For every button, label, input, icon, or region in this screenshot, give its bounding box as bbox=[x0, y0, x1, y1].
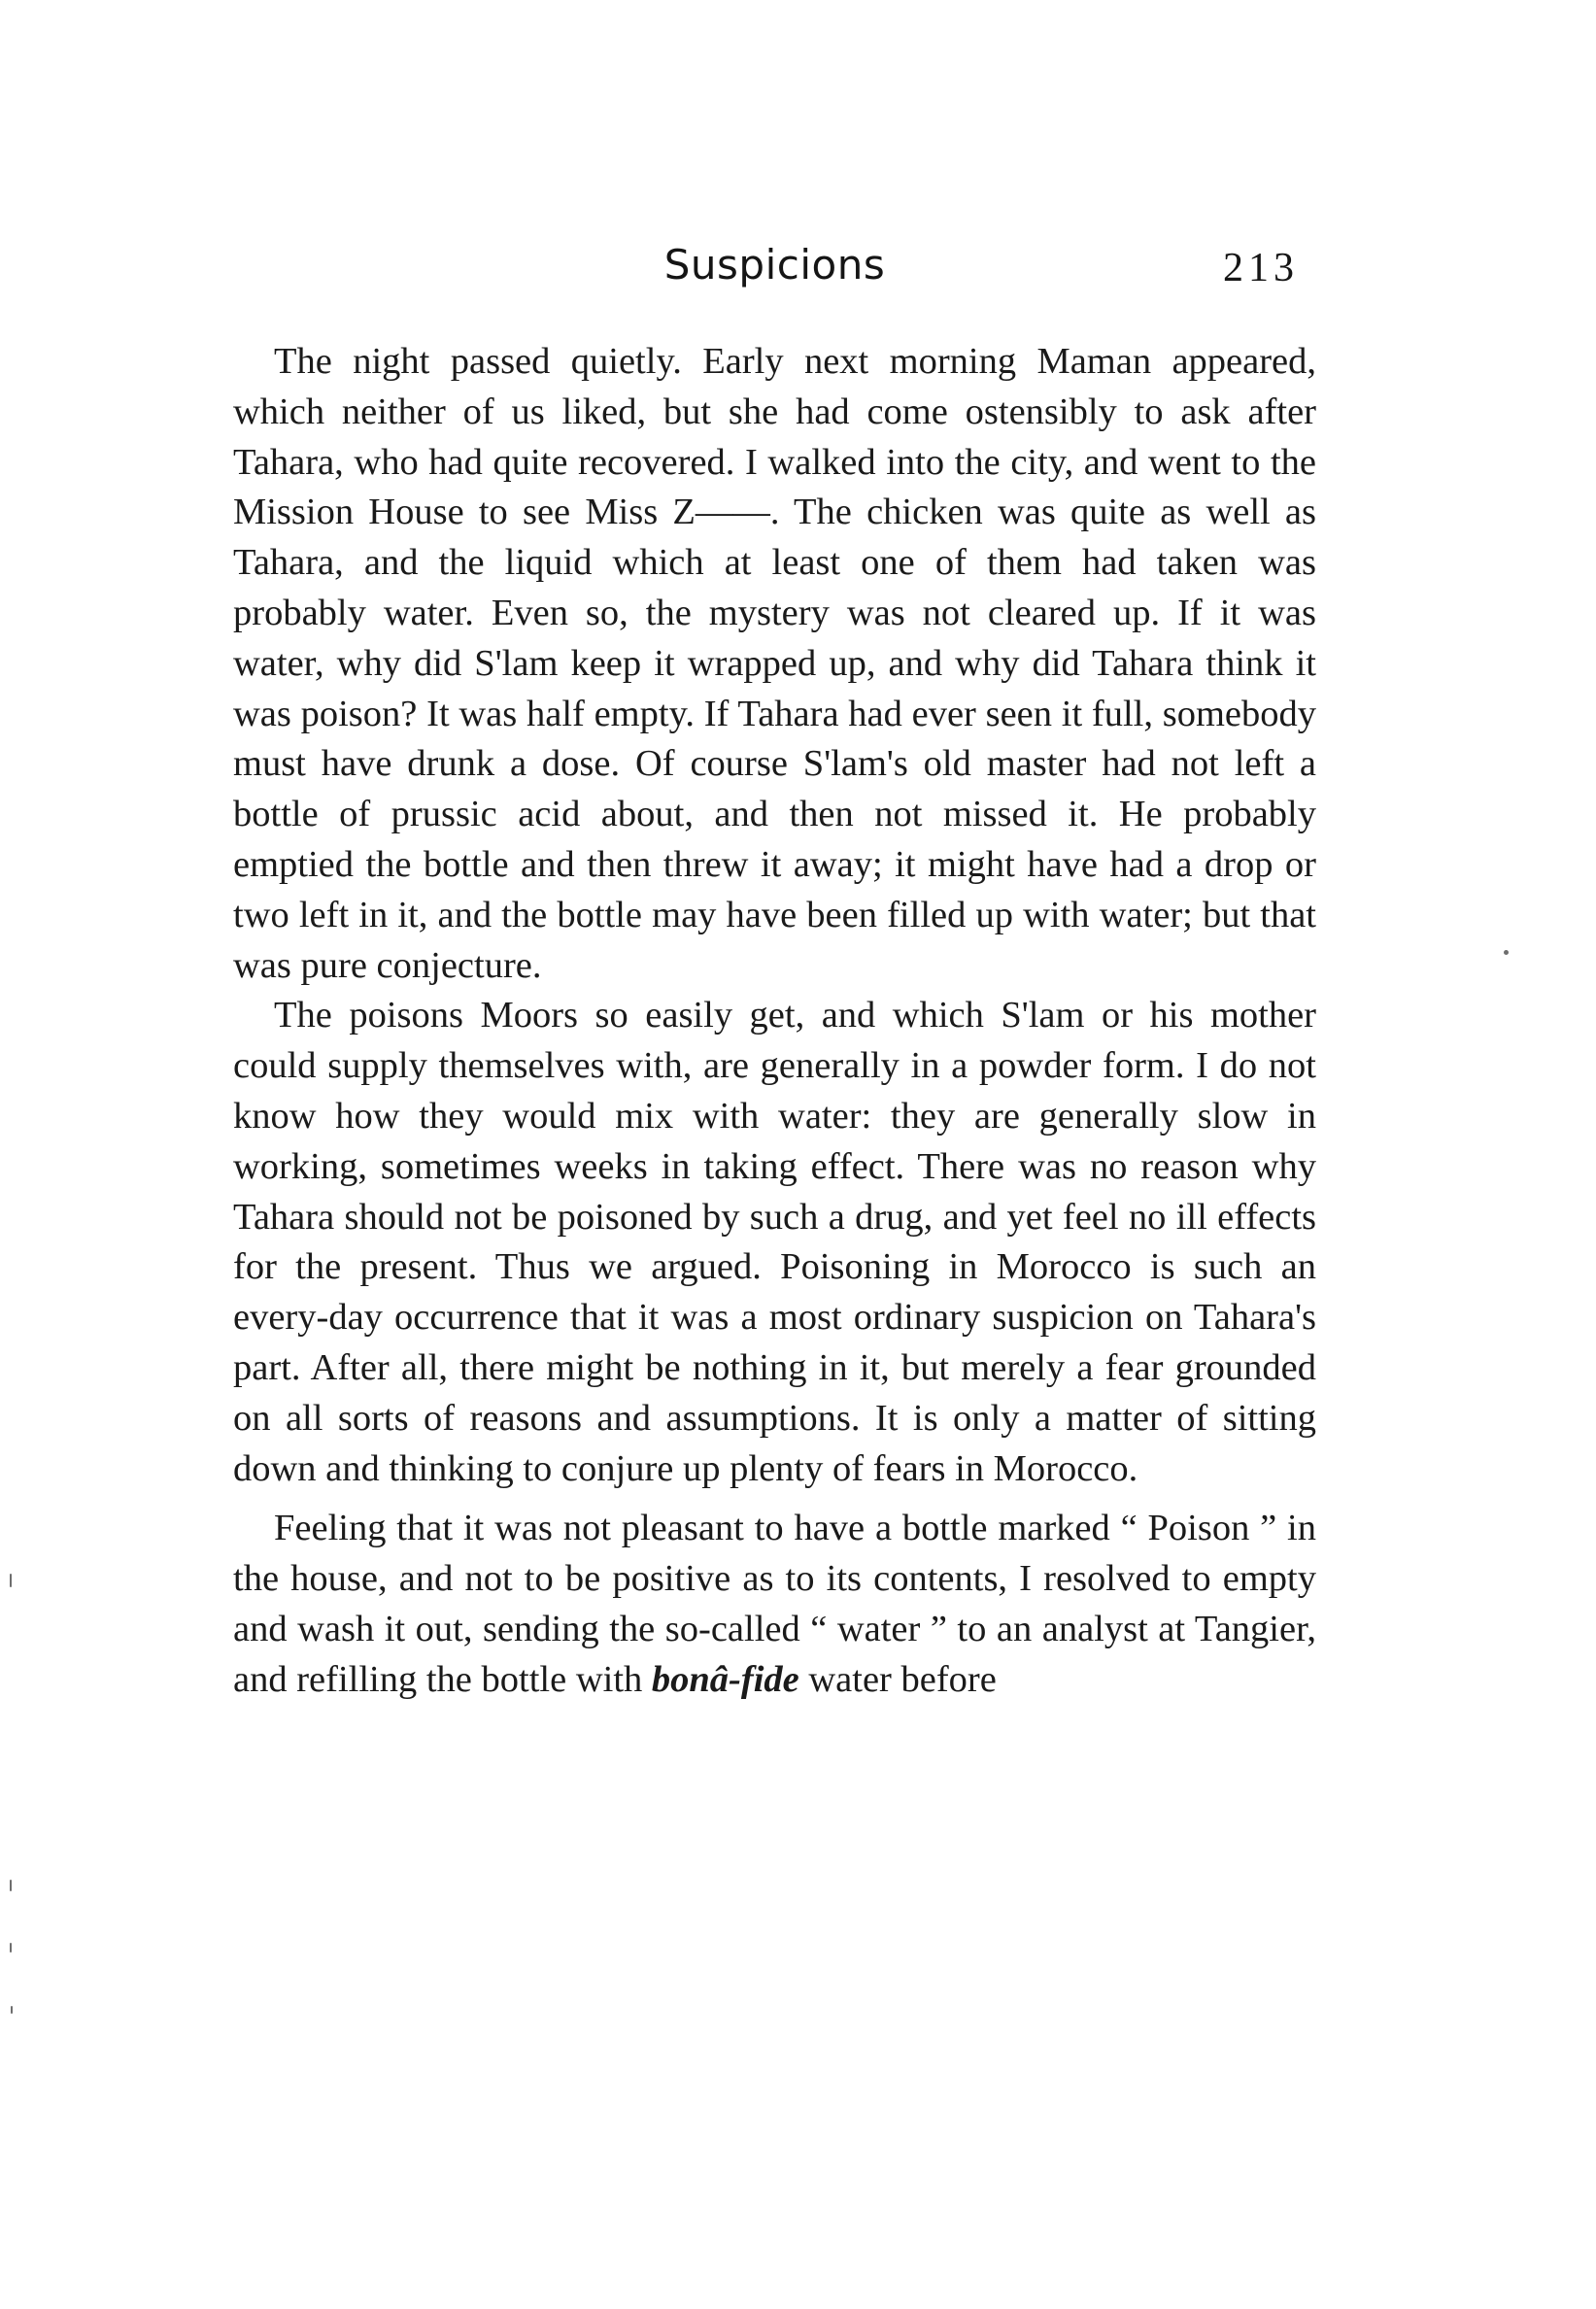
speck bbox=[10, 1943, 12, 1952]
page-header bbox=[233, 241, 1316, 309]
italic-phrase: bonâ-fide bbox=[651, 1658, 799, 1700]
paragraph-text: water before bbox=[798, 1658, 997, 1700]
running-title: Suspicions bbox=[663, 241, 886, 289]
speck bbox=[11, 2006, 13, 2014]
paragraph bbox=[233, 1504, 1316, 1705]
paragraph: The night passed quietly. Early next morning Maman appeared, which neither of us liked, but she had come ostensibly to ask after Tahara, who had quite recovered. I walked into the city, and went to the Mission House to see Miss Z——. The chicken was quite as well as Tahara, and the liquid which at least one of them had taken was probably water. Even so, the mystery was not cleared up. If it was water, why did S'lam keep it wrapped up, and why did Tahara think it was poison? It was half empty. If Tahara had ever seen it full, somebody must have drunk a dose. Of course S'lam's old master had not left a bottle of prussic acid about, and then not missed it. He probably emptied the bottle and then threw it away; it might have had a drop or two left in it, and the bottle may have been filled up with water; but that was pure conjecture. bbox=[233, 341, 1316, 986]
paragraph: The poisons Moors so easily get, and which S'lam or his mother could supply themselves with, are generally in a powder form. I do not know how they would mix with water: they are generally slow in working, sometimes weeks in taking effect. There was no reason why Tahara should not be poisoned by such a drug, and yet feel no ill effects for the present. Thus we argued. Poisoning in Morocco is such an every-day occurrence that it was a most ordinary suspicion on Tahara's part. After all, there might be nothing in it, but merely a fear grounded on all sorts of reasons and assumptions. It is only a matter of sitting down and thinking to conjure up plenty of fears in Morocco. bbox=[233, 995, 1316, 1489]
speck bbox=[1504, 950, 1509, 955]
speck bbox=[10, 1574, 12, 1587]
paragraph-text: Feeling that it was not pleasant to have a bottle marked “ Poison ” in the house, and not to be positive as to its contents, I resolved to empty and wash it out, sending the so-called “ water ” to an analyst at Tangier, and refilling the bottle with bbox=[233, 1508, 1316, 1700]
speck bbox=[10, 1880, 12, 1891]
page-number: 213 bbox=[1223, 246, 1299, 290]
body-text bbox=[233, 337, 1316, 1706]
